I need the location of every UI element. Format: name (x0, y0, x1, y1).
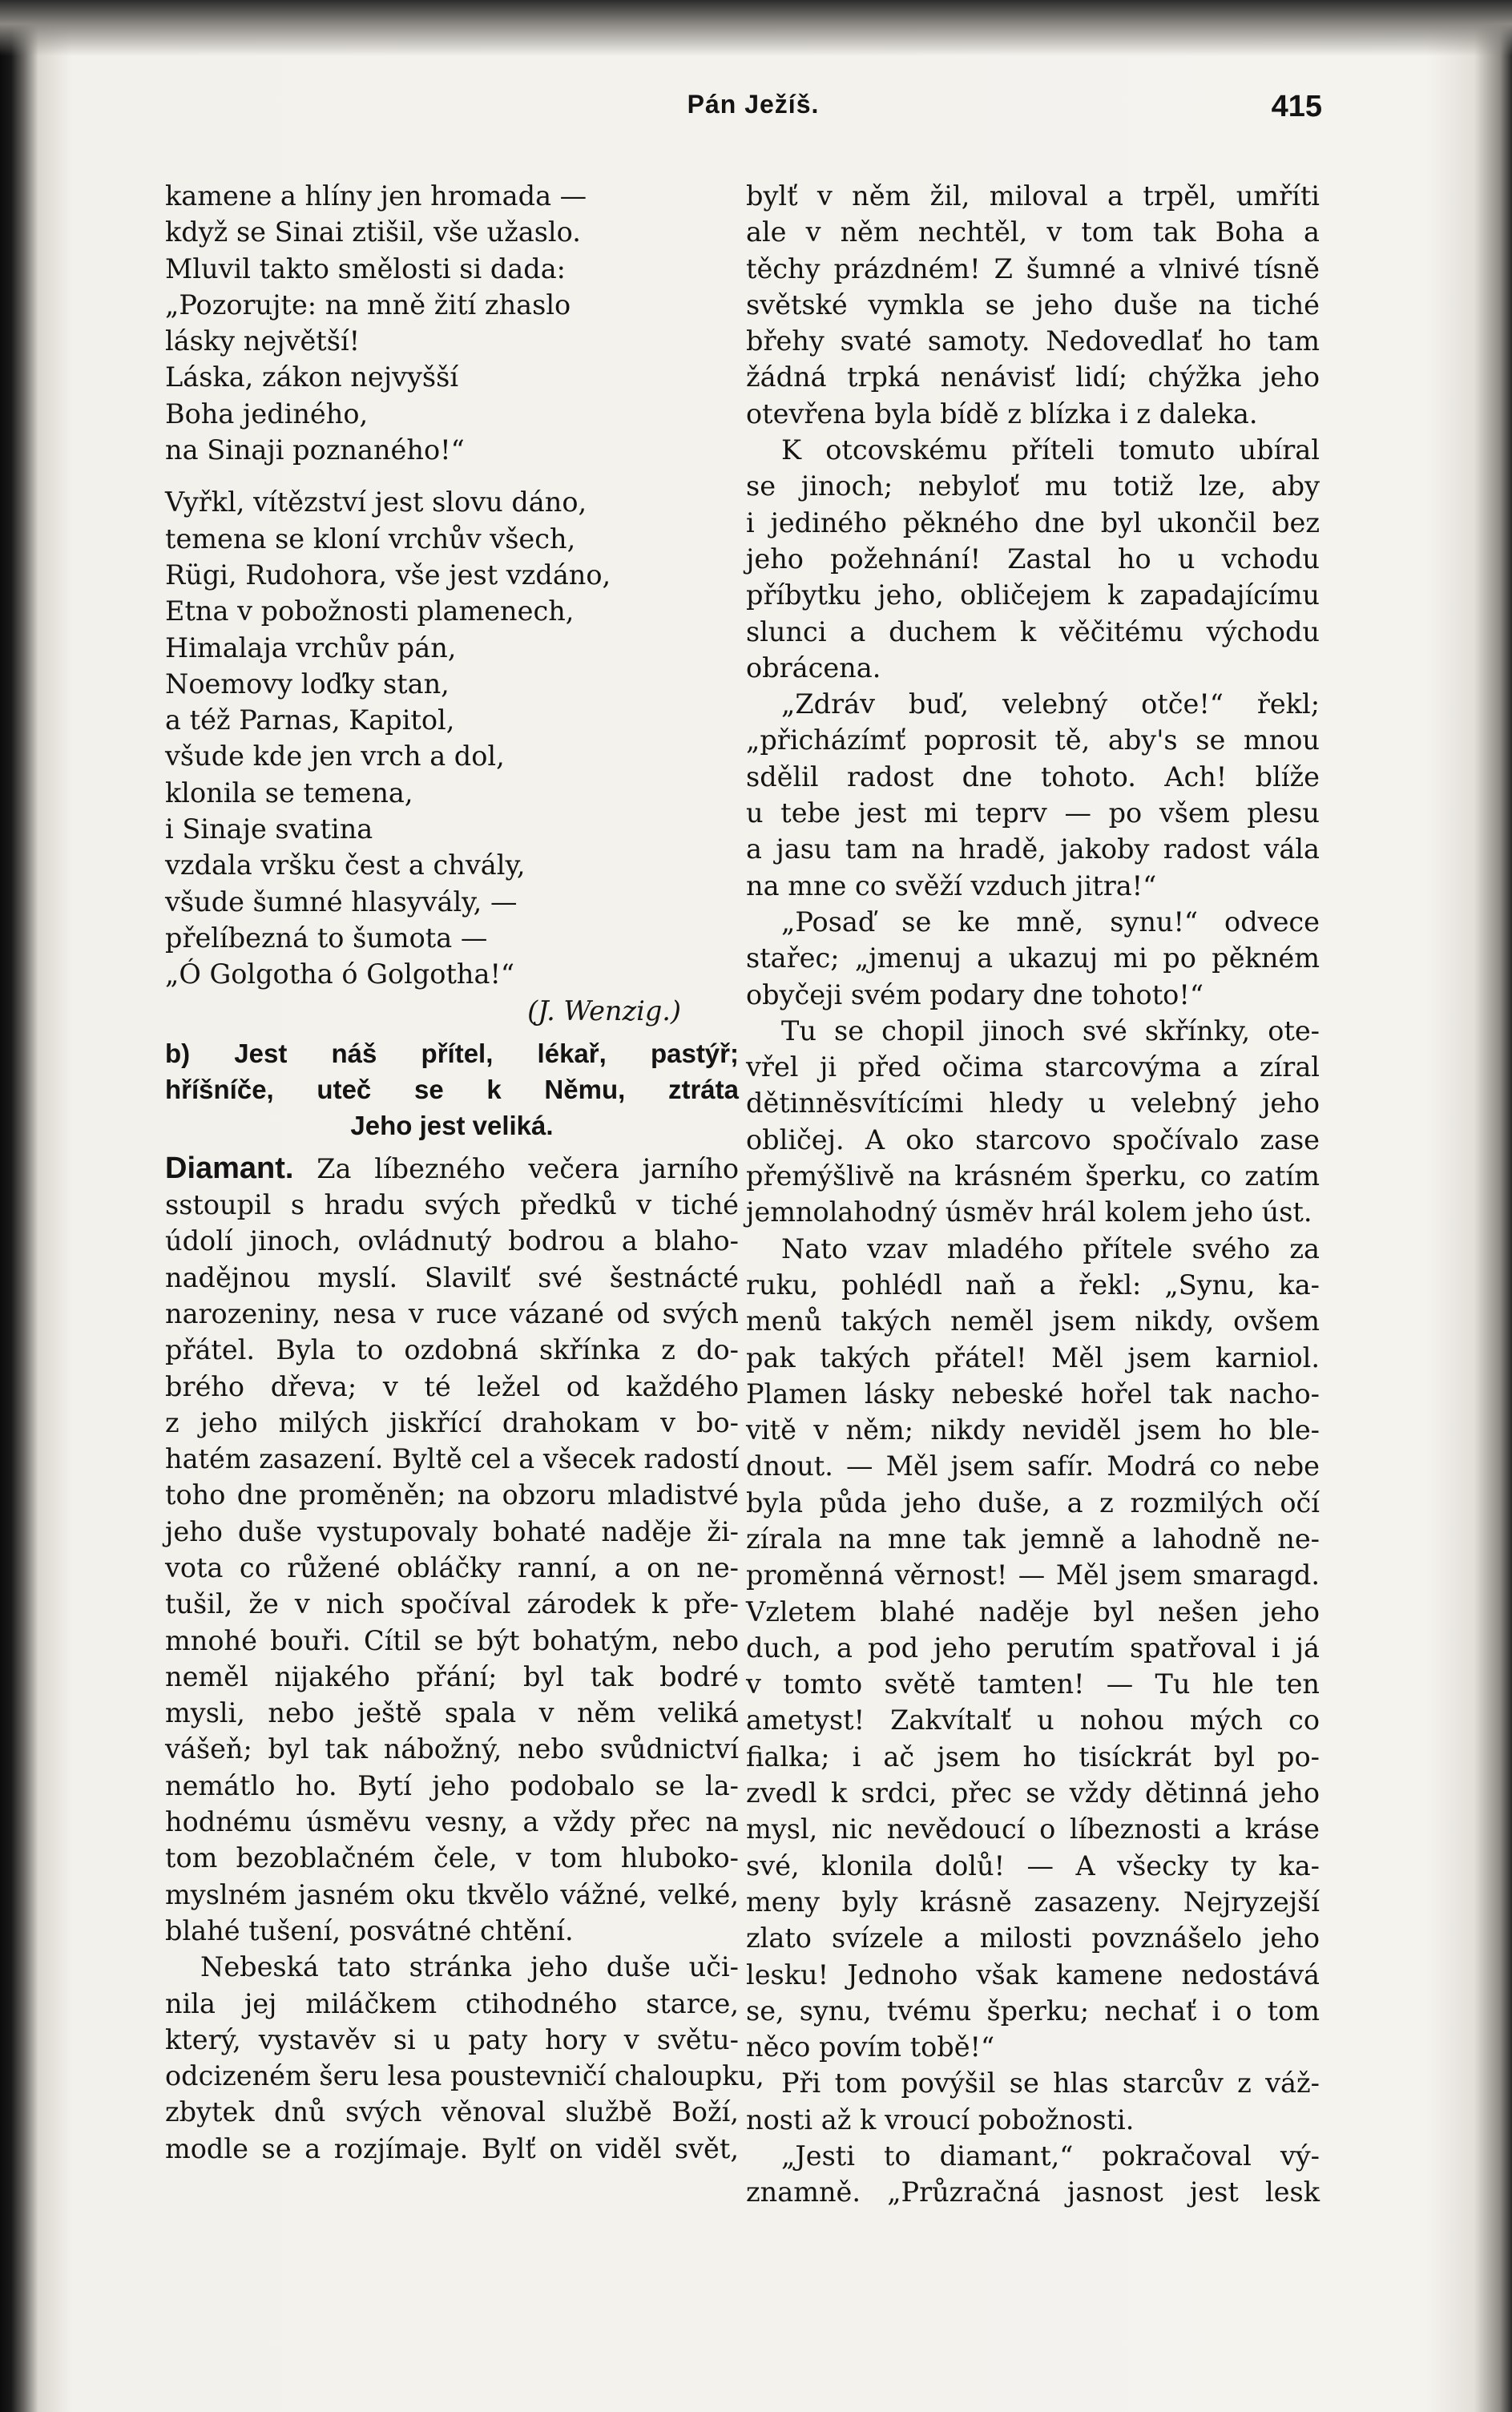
text-line: dětinněsvítícími hledy u velebný jeho (746, 1087, 1320, 1119)
right-column (746, 178, 1320, 2211)
text-line: Nato vzav mladého přítele svého za (781, 1232, 1320, 1264)
text-line: obličej. A oko starcovo spočívalo zase (746, 1123, 1320, 1156)
text-line: menů takých neměl jsem nikdy, ovšem (746, 1305, 1320, 1337)
text-line: který, vystavěv si u paty hory v světu- (165, 2023, 739, 2055)
text-line: se jinoch; nebyloť mu totiž lze, aby (746, 470, 1320, 502)
text-line: blahé tušení, posvátné chtění. (165, 1914, 574, 1946)
text-line: brého dřeva; v té ležel od každého (165, 1370, 739, 1402)
text-line: žádná trpká nenávisť lidí; chýžka jeho (746, 361, 1320, 393)
poem-line: klonila se temena, (165, 776, 413, 809)
text-line: a jasu tam na hradě, jakoby radost vála (746, 833, 1320, 865)
text-line: bylť v něm žil, miloval a trpěl, umříti (746, 180, 1320, 212)
paragraph-first-line-rest: Za líbezného večera jarního (293, 1152, 739, 1184)
poem-line: na Sinaji poznaného!“ (165, 434, 465, 466)
text-line: nila jej miláčkem ctihodného starce, (165, 1987, 739, 2019)
text-line: sstoupil s hradu svých předků v tiché (165, 1189, 739, 1221)
text-line: „Posaď se ke mně, synu!“ odvece (781, 906, 1320, 938)
text-line: zvedl k srdci, přec se vždy dětinná jeho (746, 1777, 1320, 1809)
poem-attribution: (J. Wenzig.) (527, 994, 681, 1027)
text-line: proměnná věrnost! — Měl jsem smaragd. (746, 1559, 1320, 1591)
text-line: Nebeská tato stránka jeho duše uči- (200, 1951, 739, 1983)
text-line: v tomto světě tamten! — Tu hle ten (746, 1668, 1320, 1700)
text-line: tom bezoblačném čele, v tom hluboko- (165, 1842, 739, 1874)
poem-line: „Pozorujte: na mně žití zhaslo (165, 288, 571, 321)
poem-line: temena se kloní vrchův všech, (165, 522, 576, 555)
text-line: zírala na mne tak jemně a lahodně ne- (746, 1523, 1320, 1555)
text-line: ale v něm nechtěl, v tom tak Boha a (746, 216, 1320, 248)
text-line: toho dne proměněn; na obzoru mladistvé (165, 1479, 739, 1511)
poem-line: když se Sinai ztišil, vše užaslo. (165, 216, 581, 248)
poem-line: a též Parnas, Kapitol, (165, 704, 455, 736)
text-line: jemnolahodný úsměv hrál kolem jeho úst. (746, 1196, 1312, 1228)
text-line: zlato svízele a milosti povznášelo jeho (746, 1922, 1320, 1954)
text-line: „přicházímť poprosit tě, aby's se mnou (746, 724, 1320, 756)
text-line: byla půda jeho duše, a z rozmilých očí (746, 1486, 1320, 1519)
text-line: se, synu, tvému šperku; nechať i o tom (746, 1995, 1320, 2027)
left-column (165, 178, 764, 2167)
paragraph (746, 686, 1320, 904)
text-line: sdělil radost dne tohoto. Ach! blíže (746, 760, 1320, 793)
text-line: příbytku jeho, obličejem k zapadajícímu (746, 579, 1320, 611)
poem-line: i Sinaje svatina (165, 813, 373, 845)
text-line: nadějnou myslí. Slavilť své šestnácté (165, 1261, 739, 1293)
paragraph (746, 432, 1320, 686)
paragraph (746, 178, 1320, 432)
paragraph-lead-word: Diamant. (165, 1151, 294, 1185)
poem-line: kamene a hlíny jen hromada — (165, 180, 587, 212)
section-heading-line: Jeho jest veliká. (350, 1111, 554, 1141)
scan-edge-shadow (0, 0, 1512, 56)
text-line: stařec; „jmenuj a ukazuj mi po pěkném (746, 942, 1320, 974)
text-line: Vzletem blahé naděje byl nešen jeho (746, 1595, 1320, 1627)
poem-line: lásky největší! (165, 325, 361, 357)
poem-line: Etna v pobožnosti plamenech, (165, 595, 575, 627)
text-line: lesku! Jednoho však kamene nedostává (746, 1958, 1320, 1991)
poem-line: přelíbezná to šumota — (165, 922, 488, 954)
text-line: meny byly krásně zasazeny. Nejryzejší (746, 1886, 1320, 1918)
text-line: slunci a duchem k věčitému východu (746, 615, 1320, 647)
text-line: přátel. Byla to ozdobná skřínka z do- (165, 1334, 739, 1366)
text-line: duch, a pod jeho perutím spatřoval i já (746, 1632, 1320, 1664)
text-line: z jeho milých jiskřící drahokam v bo- (165, 1406, 739, 1438)
text-line: znamně. „Průzračná jasnost jest lesk (746, 2176, 1320, 2208)
text-line: těchy prázdném! Z šumné a vlnivé tísně (746, 252, 1320, 284)
text-line: Plamen lásky nebeské hořel tak nacho- (746, 1377, 1320, 1410)
text-line: jeho duše vystupovaly bohaté naděje ži- (165, 1515, 739, 1547)
text-line: „Zdráv buď, velebný otče!“ řekl; (781, 688, 1320, 720)
text-line: ruku, pohlédl naň a řekl: „Synu, ka- (746, 1269, 1320, 1301)
text-line: vota co růžené obláčky ranní, a on ne- (165, 1551, 739, 1583)
running-head: Pán Ježíš. (687, 90, 820, 119)
text-line: údolí jinoch, ovládnutý bodrou a blaho- (165, 1225, 739, 1257)
text-line: u tebe jest mi teprv — po všem plesu (746, 797, 1320, 829)
paragraph-hermit (165, 1949, 764, 2167)
poem-line: Himalaja vrchův pán, (165, 631, 457, 664)
text-line: Tu se chopil jinoch své skřínky, ote- (781, 1014, 1320, 1047)
poem-line: Láska, zákon nejvyšší (165, 361, 459, 393)
text-line: hatém zasazení. Byltě cel a všecek radostí (165, 1443, 740, 1475)
text-line: na mne co svěží vzduch jitra!“ (746, 869, 1157, 901)
poem-line: všude šumné hlasyvály, — (165, 885, 518, 918)
text-line: vřel ji před očima starcovýma a zíral (746, 1051, 1320, 1083)
text-line: obyčeji svém podary dne tohoto!“ (746, 978, 1204, 1010)
poem-line: vzdala vršku čest a chvály, (165, 849, 526, 881)
text-line: nemátlo ho. Bytí jeho podobalo se la- (165, 1769, 739, 1801)
text-line: obrácena. (746, 651, 881, 684)
poem-line: Boha jediného, (165, 397, 369, 430)
text-line: mnohé bouři. Cítil se být bohatým, nebo (165, 1624, 739, 1656)
section-heading (165, 1035, 739, 1144)
poem-stanza-2 (165, 484, 739, 992)
text-line: jeho požehnání! Zastal ho u vchodu (746, 542, 1320, 575)
text-line: neměl nijakého přání; byl tak bodré (165, 1660, 739, 1692)
text-line: hodnému úsměvu vesny, a vždy přec na (165, 1806, 739, 1838)
text-line: přemýšlivě na krásném šperku, co zatím (746, 1160, 1320, 1192)
text-line: tušil, že v nich spočíval zárodek k pře- (165, 1588, 739, 1620)
text-line: mysli, nebo ještě spala v něm veliká (165, 1697, 739, 1729)
paragraph-diamant (165, 1151, 739, 1950)
text-line: pak takých přátel! Měl jsem karniol. (746, 1341, 1320, 1373)
text-line: vitě v něm; nikdy neviděl jsem ho ble- (746, 1414, 1320, 1446)
paragraph (746, 2138, 1320, 2211)
text-line: mysl, nic nevědoucí o líbeznosti a kráse (746, 1813, 1320, 1845)
text-line: něco povím tobě!“ (746, 2031, 995, 2063)
paragraph (746, 1231, 1320, 2066)
text-line: narozeniny, nesa v ruce vázané od svých (165, 1297, 739, 1329)
poem-line: všude kde jen vrch a dol, (165, 740, 505, 772)
poem-line: Noemovy loďky stan, (165, 668, 450, 700)
section-heading-line: b) Jest náš přítel, lékař, pastýř; (165, 1038, 739, 1068)
text-line: K otcovskému příteli tomuto ubíral (781, 434, 1320, 466)
paragraph (746, 2065, 1320, 2138)
paragraph-first-line (165, 1151, 739, 1187)
text-line: ametyst! Zakvítalť u nohou mých co (746, 1704, 1320, 1736)
poem-line: „Ó Golgotha ó Golgotha!“ (165, 958, 515, 990)
text-line: odcizeném šeru lesa poustevničí chaloupku, (165, 2060, 764, 2092)
text-line: fialka; i ač jsem ho tisíckrát byl po- (746, 1740, 1320, 1773)
text-line: nosti až k vroucí pobožnosti. (746, 2103, 1135, 2136)
text-line: vášeň; byl tak nábožný, nebo svůdnictví (165, 1733, 739, 1765)
text-line: dnout. — Měl jsem safír. Modrá co nebe (746, 1450, 1320, 1482)
text-line: zbytek dnů svých věnoval službě Boží, (165, 2096, 739, 2128)
poem-line: Mluvil takto smělosti si dada: (165, 252, 566, 284)
poem-line: Vyřkl, vítězství jest slovu dáno, (165, 486, 587, 518)
page-number: 415 (1271, 90, 1322, 123)
text-line: i jediného pěkného dne byl ukončil bez (746, 506, 1320, 538)
text-line: „Jesti to diamant,“ pokračoval vý- (781, 2140, 1320, 2172)
text-line: Při tom povýšil se hlas starcův z váž- (781, 2067, 1320, 2099)
text-line: světské vymkla se jeho duše na tiché (746, 288, 1320, 321)
poem-line: Rügi, Rudohora, vše jest vzdáno, (165, 559, 611, 591)
paragraph (746, 1013, 1320, 1231)
paragraph (746, 904, 1320, 1013)
text-line: myslném jasném oku tkvělo vážné, velké, (165, 1878, 739, 1910)
poem-stanza-1 (165, 178, 739, 468)
text-line: modle se a rozjímaje. Bylť on viděl svět, (165, 2132, 739, 2164)
text-line: své, klonila dolů! — A všecky ty ka- (746, 1849, 1320, 1882)
page-header (0, 90, 1512, 138)
text-line: břehy svaté samoty. Nedovedlať ho tam (746, 325, 1320, 357)
text-line: otevřena byla bídě z blízka i z daleka. (746, 397, 1258, 430)
section-heading-line: hříšníče, uteč se k Němu, ztráta (165, 1075, 739, 1105)
